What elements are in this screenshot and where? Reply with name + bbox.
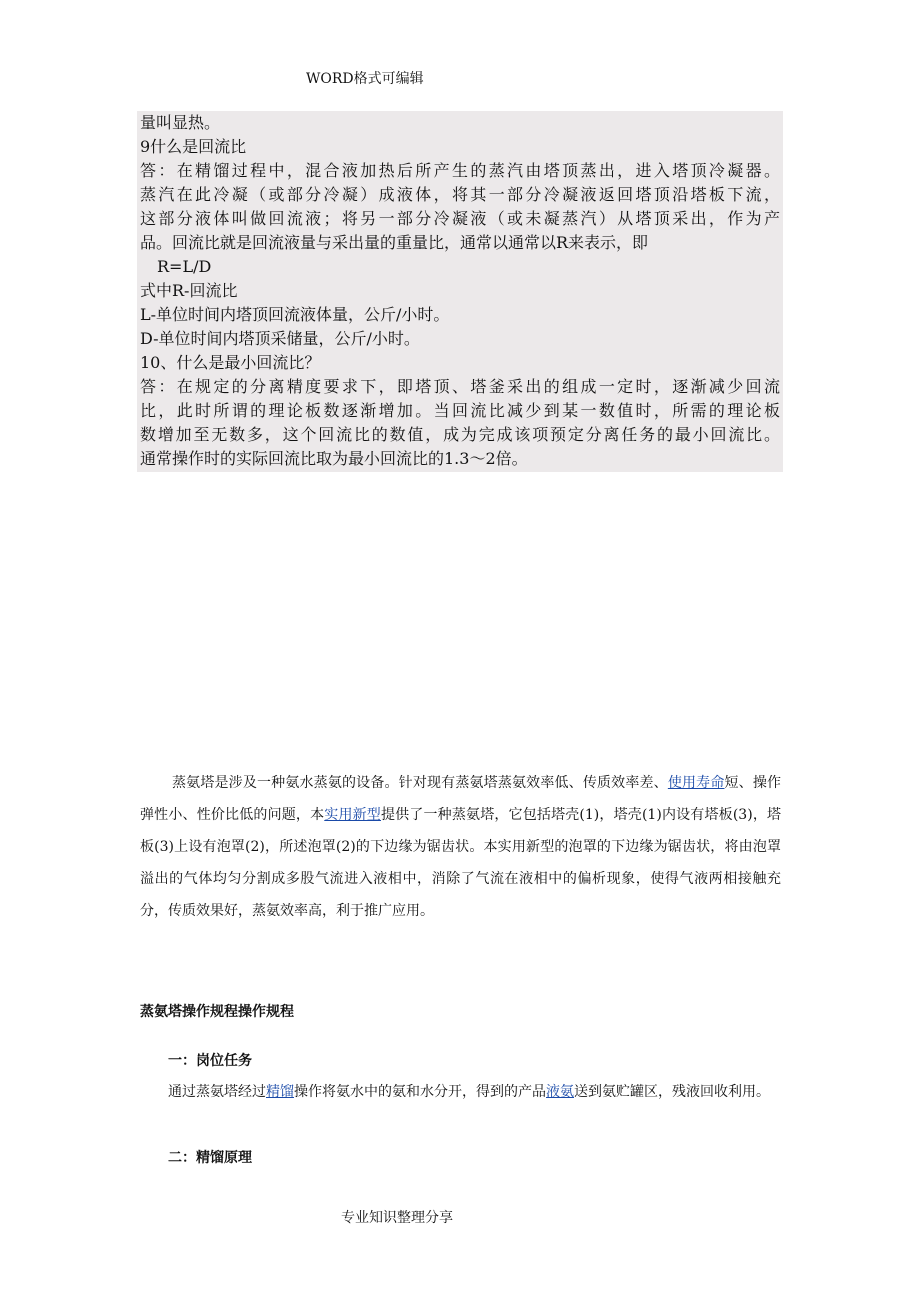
page-header: WORD格式可编辑	[306, 71, 424, 87]
text-line: 通常操作时的实际回流比取为最小回流比的1.3～2倍。	[140, 449, 528, 468]
text-line: 品。回流比就是回流液量与采出量的重量比，通常以通常以R来表示，即	[140, 233, 649, 252]
link-utility-model[interactable]: 实用新型	[324, 807, 381, 823]
task-paragraph	[168, 1076, 781, 1108]
text-line: 答：在规定的分离精度要求下，即塔顶、塔釜采出的组成一定时，逐渐减少回流	[140, 377, 780, 396]
text-line: 比，此时所谓的理论板数逐渐增加。当回流比减少到某一数值时，所需的理论板	[140, 401, 780, 420]
section-heading-2: 二：精馏原理	[168, 1150, 252, 1166]
page-footer: 专业知识整理分享	[341, 1210, 453, 1226]
section-heading-1: 一：岗位任务	[168, 1053, 252, 1069]
text-span: 操作将氨水中的氨和水分开，得到的产品	[294, 1084, 546, 1100]
text-line: 式中R-回流比	[140, 281, 238, 300]
highlighted-text-block	[137, 111, 783, 472]
procedure-title: 蒸氨塔操作规程操作规程	[140, 1004, 294, 1020]
link-liquid-ammonia[interactable]: 液氨	[546, 1084, 574, 1100]
intro-paragraph	[140, 767, 781, 927]
text-line: L-单位时间内塔顶回流液体量，公斤/小时。	[140, 305, 450, 324]
text-line: 蒸汽在此冷凝（或部分冷凝）成液体，将其一部分冷凝液返回塔顶沿塔板下流，	[140, 185, 780, 204]
text-span: 通过蒸氨塔经过	[168, 1084, 266, 1100]
text-line: D-单位时间内塔顶采储量，公斤/小时。	[140, 329, 420, 348]
link-service-life[interactable]: 使用寿命	[667, 775, 725, 791]
link-rectification[interactable]: 精馏	[266, 1084, 294, 1100]
text-line: 数增加至无数多，这个回流比的数值，成为完成该项预定分离任务的最小回流比。	[140, 425, 780, 444]
formula-line: R=L/D	[157, 257, 212, 276]
text-span: 短、操作弹性小、性价比低的问题，本	[140, 775, 782, 823]
text-span: 蒸氨塔是涉及一种氨水蒸氨的设备。针对现有蒸氨塔蒸氨效率低、传质效率差、	[172, 775, 668, 791]
question-10: 10、什么是最小回流比？	[140, 353, 321, 372]
text-line: 这部分液体叫做回流液；将另一部分冷凝液（或未凝蒸汽）从塔顶采出，作为产	[140, 209, 780, 228]
text-line: 量叫显热。	[140, 113, 221, 132]
text-span: 送到氨贮罐区，残液回收利用。	[574, 1084, 770, 1100]
text-line: 答：在精馏过程中，混合液加热后所产生的蒸汽由塔顶蒸出，进入塔顶冷凝器。	[140, 161, 780, 180]
question-9: 9什么是回流比	[140, 137, 247, 156]
text-span: 提供了一种蒸氨塔，它包括塔壳(1)，塔壳(1)内设有塔板(3)，塔板(3)上设有泡罩(2)，所述泡罩(2)的下边缘为锯齿状。本实用新型的泡罩的下边缘为锯齿状，将由泡罩溢出的气体均匀分割成多股气流进入液相中，消除了气流在液相中的偏析现象，使得气液两相接触充分，传质效果好，蒸氨效率高，利于推广应用。	[140, 807, 782, 919]
